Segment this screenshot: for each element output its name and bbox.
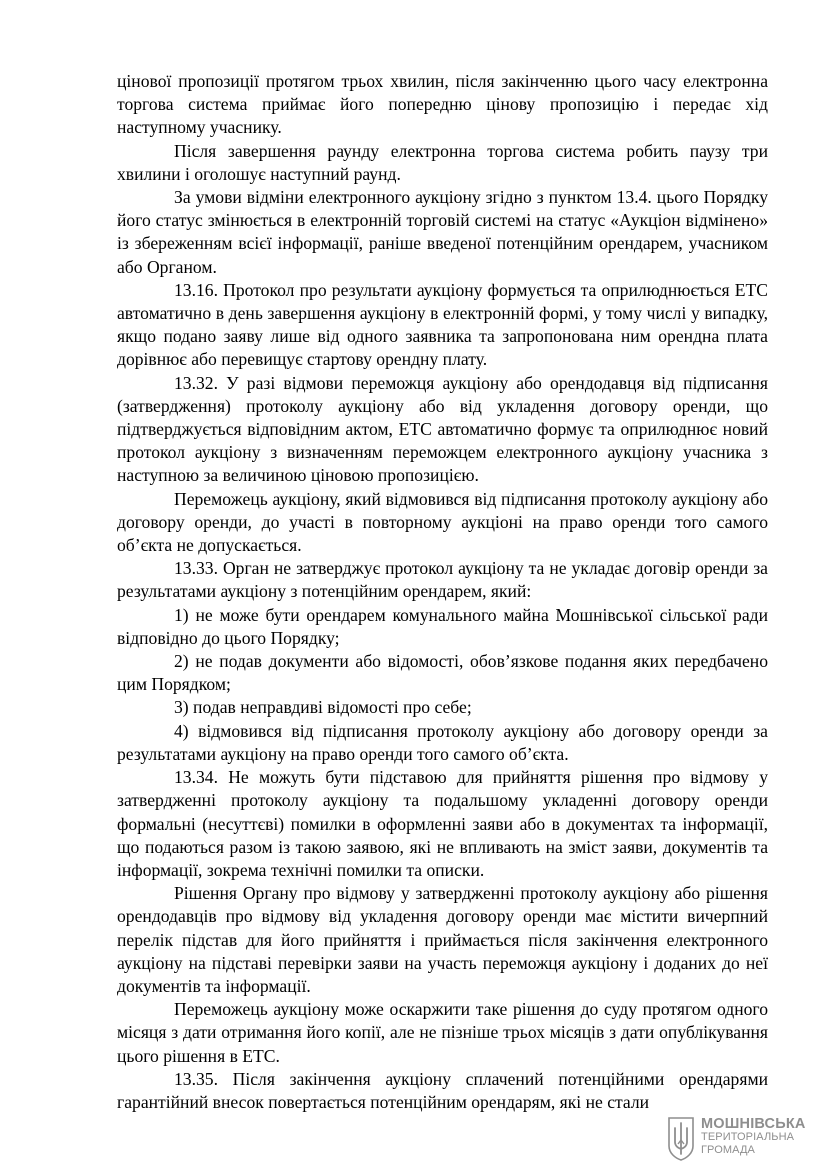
list-item: 1) не може бути орендарем комунального майна Мошнівської сільської ради відповідно до цього Порядку;: [117, 604, 768, 648]
paragraph: 13.16. Протокол про результати аукціону формується та оприлюднюється ЕТС автоматично в день завершення аукціону в електронній формі, у тому числі у випадку, якщо подано заяву лише від одного заявника та запропонована ним орендна плата дорівнює або перевищує стартову орендну плату.: [117, 279, 768, 370]
paragraph: цінової пропозиції протягом трьох хвилин, після закінченню цього часу електронна торгова система приймає його попередню цінову пропозицію і передає хід наступному учаснику.: [117, 71, 768, 138]
paragraph: Переможець аукціону може оскаржити таке рішення до суду протягом одного місяця з дати отримання його копії, але не пізніше трьох місяців з дати опублікування цього рішення в ЕТС.: [117, 999, 768, 1066]
logo-subtitle: ТЕРИТОРІАЛЬНА: [701, 1131, 795, 1143]
logo-text: [701, 1118, 806, 1157]
list-item: 2) не подав документи або відомості, обов’язкове подання яких передбачено цим Порядком;: [117, 651, 768, 695]
paragraph: 13.32. У разі відмови переможця аукціону або орендодавця від підписання (затвердження) протоколу аукціону або від укладення договору оренди, що підтверджується відповідним актом, ЕТС автоматично формує та оприлюднює новий протокол аукціону з визначенням переможцем електронного аукціону учасника з наступною за величиною ціновою пропозицією.: [117, 372, 768, 486]
list-item: 3) подав неправдиві відомості про себе;: [174, 697, 472, 718]
paragraph: Переможець аукціону, який відмовився від підписання протоколу аукціону або договору оренди, до участі в повторному аукціоні на право оренди того самого об’єкта не допускається.: [117, 488, 768, 556]
logo-subtitle: ГРОМАДА: [701, 1144, 755, 1156]
paragraph: Рішення Органу про відмову у затвердженні протоколу аукціону або рішення орендодавців про відмову від укладення договору оренди має містити вичерпний перелік підстав для його прийняття і приймається після закінчення електронного аукціону на підставі перевірки заяви на участь переможця аукціону і доданих до неї документів та інформації.: [117, 883, 768, 996]
paragraph: 13.34. Не можуть бути підставою для прийняття рішення про відмову у затвердженні протоколу аукціону та подальшому укладенні договору оренди формальні (несуттєві) помилки в оформленні заяви або в документах та інформації, що подаються разом із такою заявою, які не впливають на зміст заяви, документів та інформації, зокрема технічні помилки та описки.: [117, 767, 768, 880]
document-page: [117, 70, 768, 1114]
paragraph: За умови відміни електронного аукціону згідно з пунктом 13.4. цього Порядку його статус змінюється в електронній торговій системі на статус «Аукціон відмінено» із збереженням всієї інформації, раніше введеної потенційним орендарем, учасником або Органом.: [117, 187, 768, 277]
paragraph: 13.35. Після закінчення аукціону сплачений потенційними орендарями гарантійний внесок повертається потенційним орендарям, які не стали: [117, 1068, 768, 1112]
paragraph: Після завершення раунду електронна торгова система робить паузу три хвилини і оголошує наступний раунд.: [117, 140, 768, 184]
list-item: 4) відмовився від підписання протоколу аукціону або договору оренди за результатами аукціону на право оренди того самого об’єкта.: [117, 720, 768, 764]
paragraph: 13.33. Орган не затверджує протокол аукціону та не укладає договір оренди за результатами аукціону з потенційним орендарем, який:: [117, 558, 768, 602]
community-logo: [667, 1116, 812, 1164]
trident-coat-of-arms-icon: [667, 1116, 695, 1162]
logo-title: МОШНІВСЬКА: [701, 1116, 806, 1132]
